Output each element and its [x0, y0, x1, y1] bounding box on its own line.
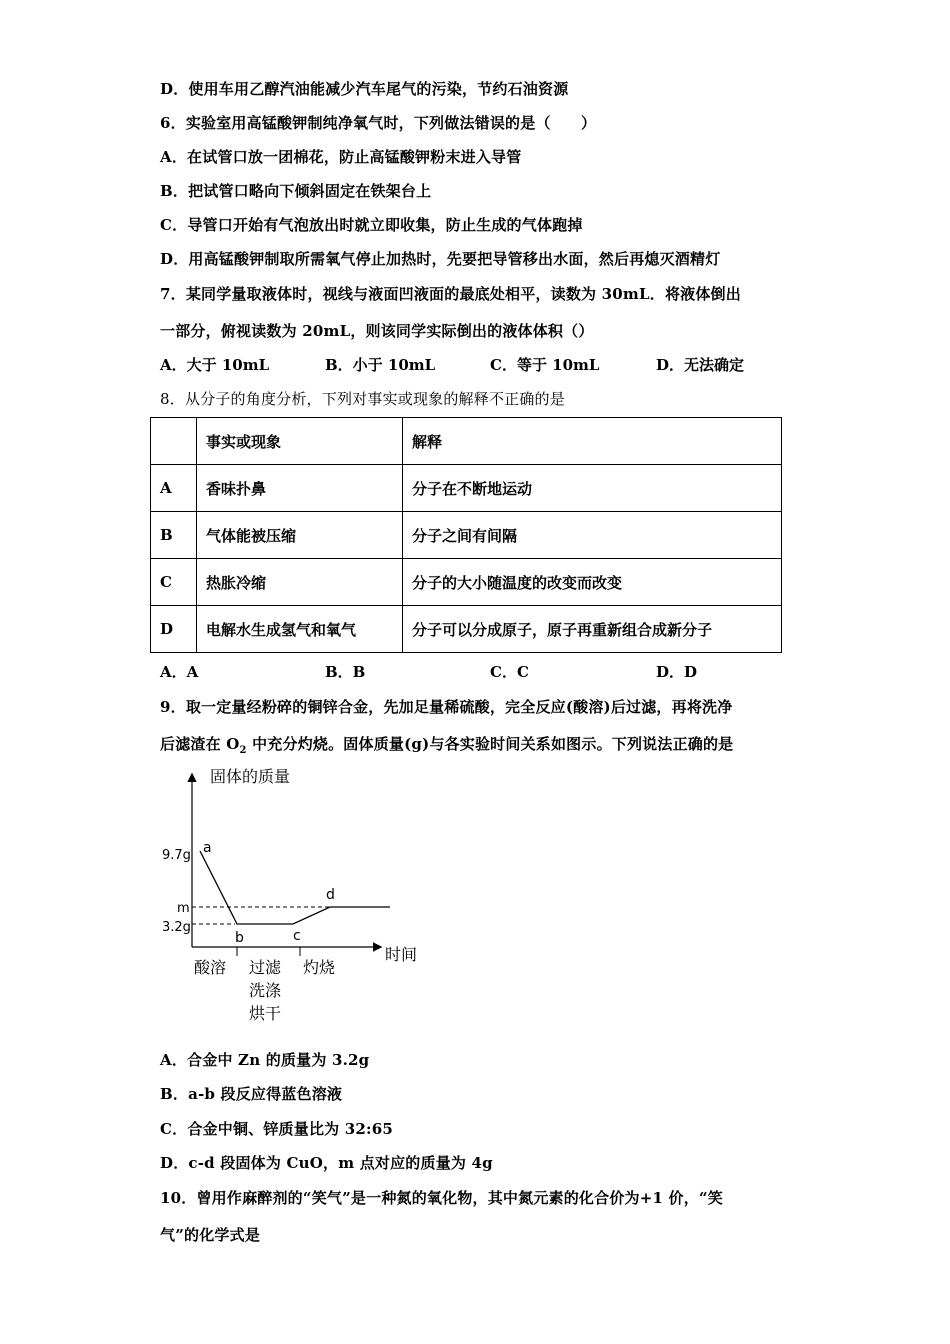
table-header-row: [151, 418, 782, 465]
mass-time-chart: [155, 760, 445, 1030]
table-cell: C: [151, 559, 197, 606]
q6-option-c: C．导管口开始有气泡放出时就立即收集，防止生成的气体跑掉: [160, 216, 583, 234]
y-tick-label: 3.2g: [162, 920, 191, 935]
table-header-cell: [151, 418, 197, 465]
table-cell: A: [151, 465, 197, 512]
table-cell: 香味扑鼻: [197, 465, 403, 512]
x-axis-label: 时间: [385, 945, 418, 964]
table-cell: 分子的大小随温度的改变而改变: [403, 559, 782, 606]
q8-table: [150, 417, 782, 653]
q8-option-a: A．A: [160, 663, 199, 681]
table-cell: 分子在不断地运动: [403, 465, 782, 512]
table-row: [151, 512, 782, 559]
q8-stem: 8．从分子的角度分析，下列对事实或现象的解释不正确的是: [160, 390, 565, 408]
q9-option-d: D．c-d 段固体为 CuO，m 点对应的质量为 4g: [160, 1154, 493, 1172]
q7-stem-line1: 7．某同学量取液体时，视线与液面凹液面的最底处相平，读数为 30mL．将液体倒出: [160, 285, 741, 303]
table-cell: 电解水生成氢气和氧气: [197, 606, 403, 653]
q10-stem-line2: 气”的化学式是: [160, 1226, 261, 1244]
table-cell: 气体能被压缩: [197, 512, 403, 559]
q7-option-a: A．大于 10mL: [160, 356, 270, 374]
q7-option-b: B．小于 10mL: [325, 356, 436, 374]
q9-stem-line2-part: 后滤渣在 O: [160, 735, 240, 753]
q8-option-c: C．C: [490, 663, 529, 681]
table-header-cell: 事实或现象: [197, 418, 403, 465]
q9-stem-line1: 9．取一定量经粉碎的铜锌合金，先加足量稀硫酸，完全反应(酸溶)后过滤，再将洗净: [160, 698, 733, 716]
q7-option-c: C．等于 10mL: [490, 356, 600, 374]
table-row: [151, 606, 782, 653]
table-cell: 分子之间有间隔: [403, 512, 782, 559]
q8-option-d: D．D: [656, 663, 698, 681]
point-label-b: b: [235, 930, 244, 946]
table-row: [151, 465, 782, 512]
q9-subscript: 2: [239, 745, 247, 756]
stage-label-dry: 烘干: [249, 1004, 282, 1023]
q8-option-b: B．B: [325, 663, 366, 681]
q5-option-d: D．使用车用乙醇汽油能减少汽车尾气的污染，节约石油资源: [160, 80, 569, 98]
mass-series-line: [200, 851, 390, 924]
y-axis-label: 固体的质量: [210, 767, 291, 786]
table-cell: B: [151, 512, 197, 559]
q6-option-d: D．用高锰酸钾制取所需氧气停止加热时，先要把导管移出水面，然后再熄灭酒精灯: [160, 250, 721, 268]
q7-stem-line2: 一部分，俯视读数为 20mL，则该同学实际倒出的液体体积（）: [160, 322, 594, 340]
stage-label-filter: 过滤: [249, 958, 282, 977]
q9-option-b: B．a-b 段反应得蓝色溶液: [160, 1085, 343, 1103]
stage-label-acid: 酸溶: [194, 958, 227, 977]
q7-option-d: D．无法确定: [656, 356, 745, 374]
q10-stem-line1: 10．曾用作麻醉剂的“笑气”是一种氮的氧化物，其中氮元素的化合价为+1 价，“笑: [160, 1189, 723, 1207]
q9-stem-line2-part: 中充分灼烧。固体质量(g)与各实验时间关系如图示。下列说法正确的是: [246, 735, 734, 753]
q6-stem: 6．实验室用高锰酸钾制纯净氧气时，下列做法错误的是（ ）: [160, 114, 597, 132]
table-cell: 分子可以分成原子，原子再重新组合成新分子: [403, 606, 782, 653]
point-label-d: d: [326, 887, 335, 903]
y-tick-label: m: [177, 901, 190, 916]
q9-stem-line2: [160, 733, 733, 756]
point-label-a: a: [203, 840, 212, 856]
q9-option-c: C．合金中铜、锌质量比为 32:65: [160, 1120, 394, 1138]
q9-option-a: A．合金中 Zn 的质量为 3.2g: [160, 1051, 370, 1069]
table-cell: 热胀冷缩: [197, 559, 403, 606]
q6-option-b: B．把试管口略向下倾斜固定在铁架台上: [160, 182, 432, 200]
y-tick-label: 9.7g: [162, 848, 191, 863]
q6-option-a: A．在试管口放一团棉花，防止高锰酸钾粉末进入导管: [160, 148, 522, 166]
stage-label-wash: 洗涤: [249, 981, 282, 1000]
point-label-c: c: [293, 928, 301, 944]
stage-label-burn: 灼烧: [303, 958, 336, 977]
table-cell: D: [151, 606, 197, 653]
table-header-cell: 解释: [403, 418, 782, 465]
table-row: [151, 559, 782, 606]
